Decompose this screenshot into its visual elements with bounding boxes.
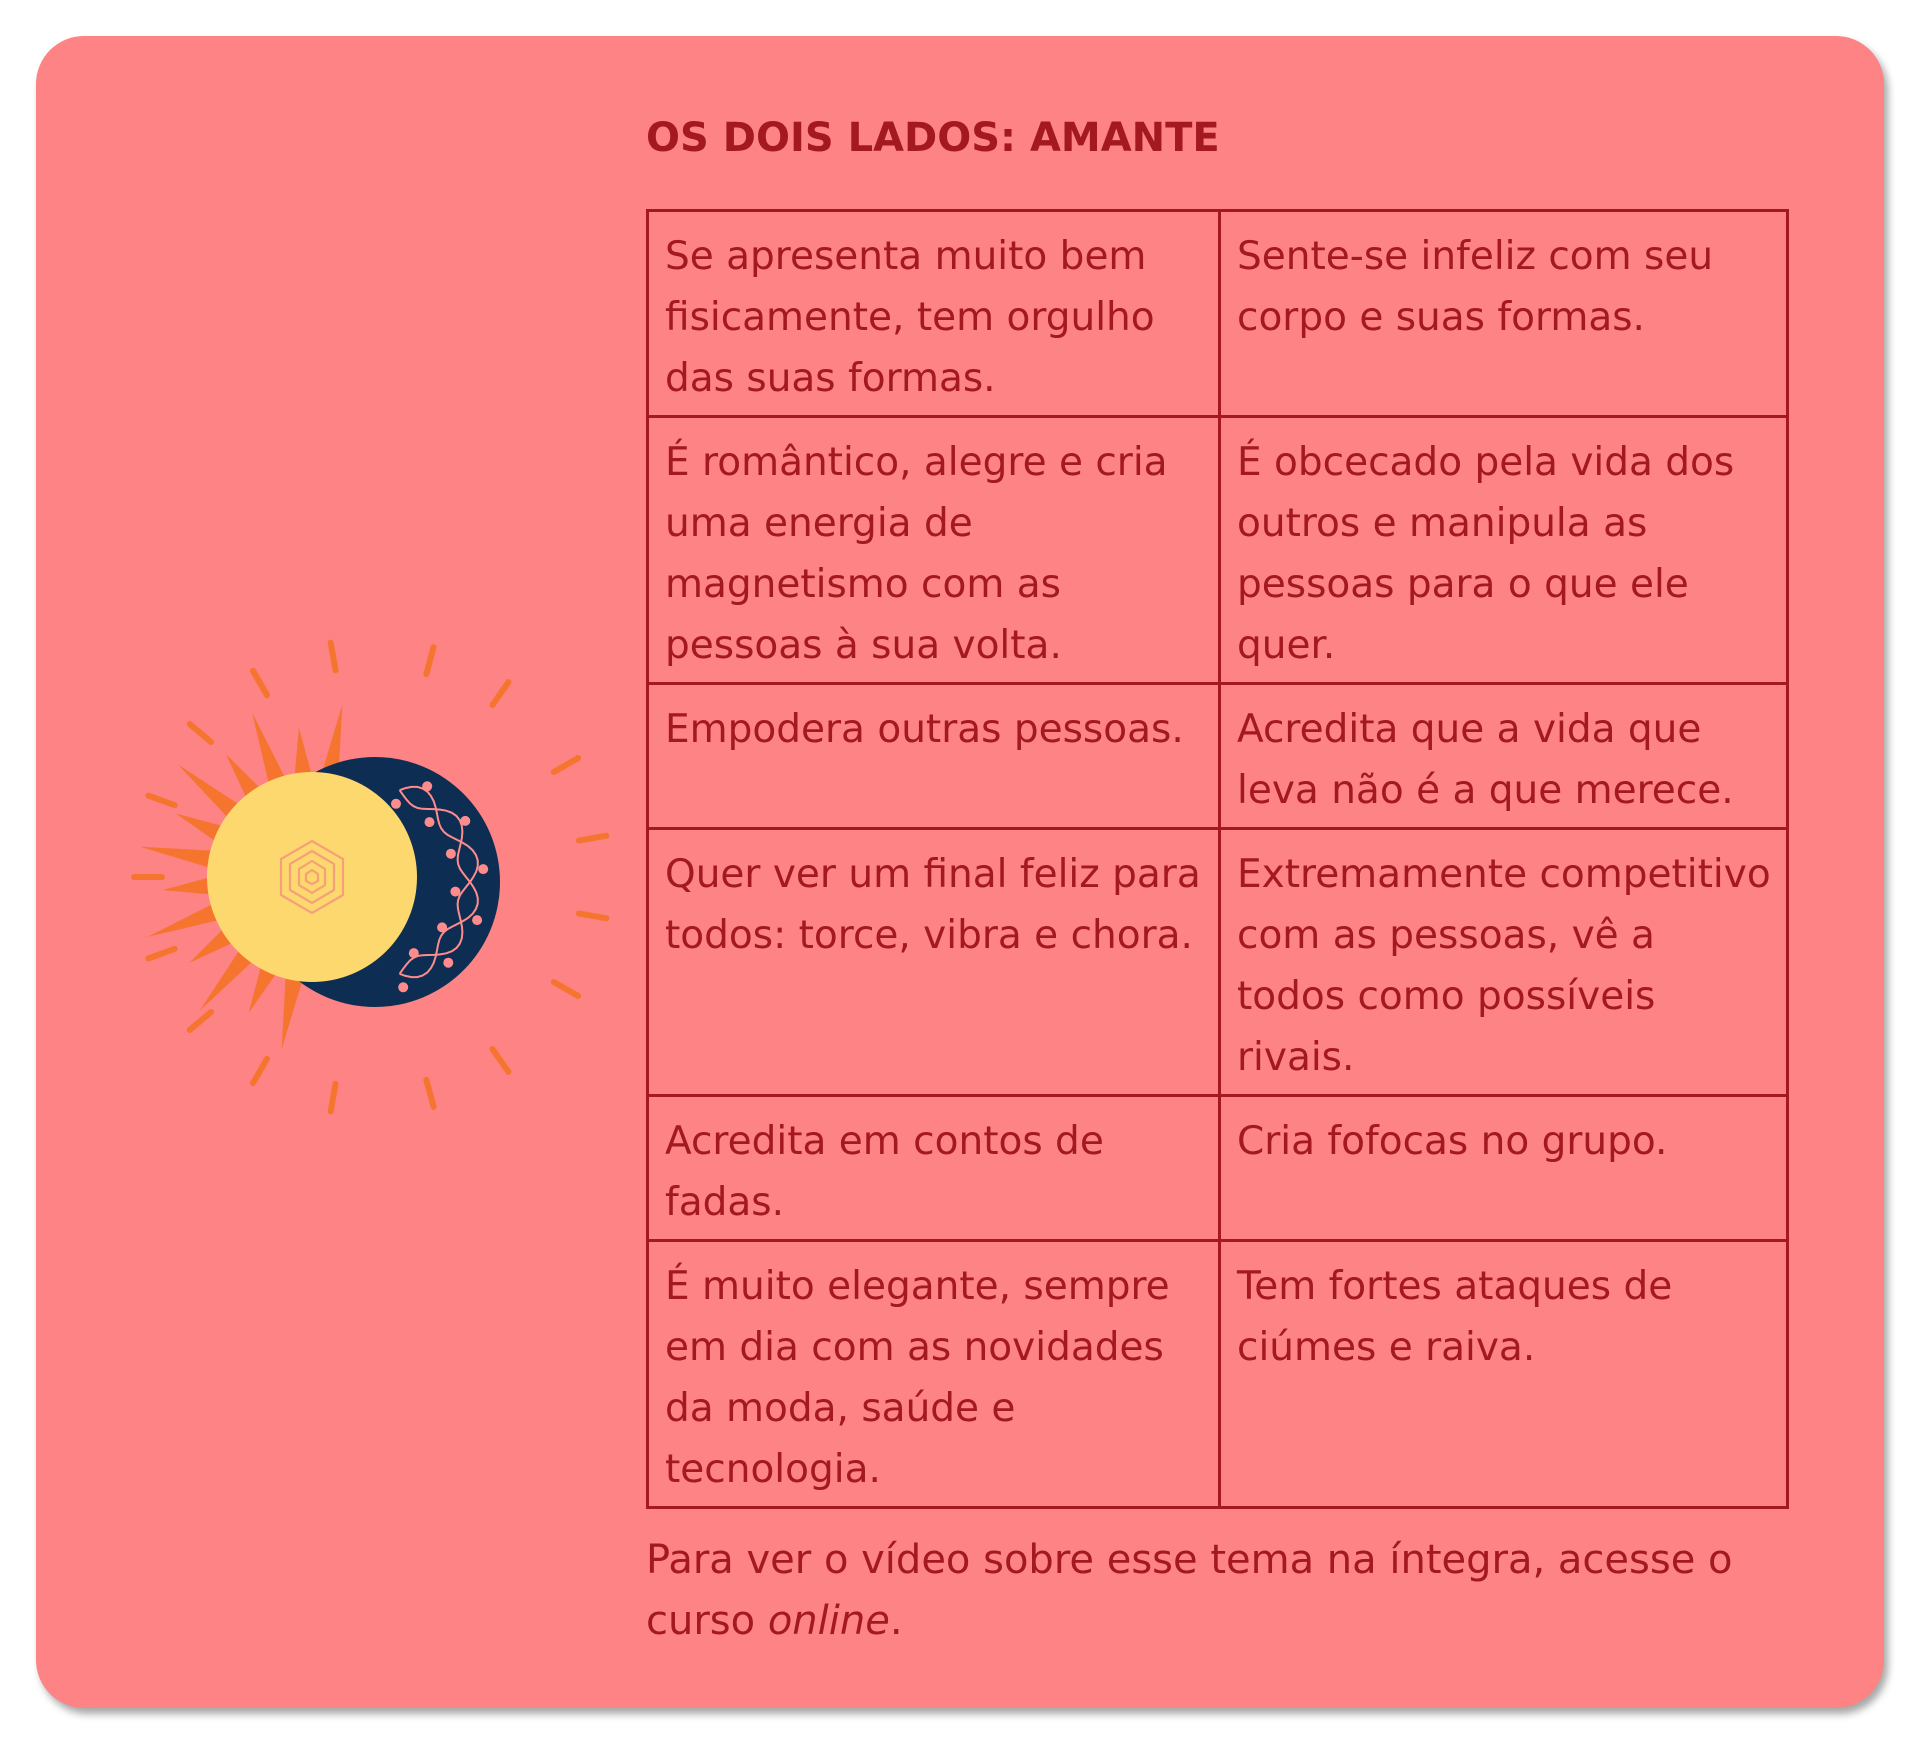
light-side-cell: Acredita em contos de fadas.: [648, 1096, 1220, 1241]
outer-ray: [253, 671, 267, 695]
sun-ray: [282, 974, 304, 1050]
helix-dot: [472, 915, 482, 925]
light-side-cell: Empodera outras pessoas.: [648, 684, 1220, 829]
page-title: OS DOIS LADOS: AMANTE: [646, 115, 1220, 161]
shadow-side-cell: Cria fofocas no grupo.: [1220, 1096, 1788, 1241]
outer-ray: [253, 1059, 267, 1083]
footer-emphasis: online: [767, 1598, 890, 1644]
traits-table: [646, 209, 1789, 1509]
helix-dot: [409, 948, 419, 958]
sun-ray: [148, 903, 222, 937]
table-row: [648, 1096, 1788, 1241]
helix-dot: [437, 922, 447, 932]
light-side-cell: Se apresenta muito bem fisicamente, tem orgulho das suas formas.: [648, 211, 1220, 417]
outer-ray: [492, 682, 508, 705]
outer-ray: [148, 796, 174, 806]
outer-ray: [426, 647, 433, 674]
light-side-cell: Quer ver um final feliz para todos: torce, vibra e chora.: [648, 829, 1220, 1096]
sun-ray: [294, 728, 312, 779]
shadow-side-cell: Tem fortes ataques de ciúmes e raiva.: [1220, 1241, 1788, 1508]
outer-ray: [579, 913, 607, 918]
table-row: [648, 684, 1788, 829]
outer-ray: [148, 949, 174, 959]
footer-period: .: [889, 1598, 903, 1644]
table-row: [648, 211, 1788, 417]
table-row: [648, 829, 1788, 1096]
sun-moon-eclipse-icon: [60, 620, 620, 1120]
helix-dot: [478, 864, 488, 874]
outer-ray: [579, 836, 607, 841]
footer-text: Para ver o vídeo sobre esse tema na íntegra, acesse o curso: [646, 1537, 1733, 1644]
helix-dot: [443, 958, 453, 968]
sun-ray: [252, 713, 286, 787]
outer-ray: [554, 982, 578, 996]
table-row: [648, 417, 1788, 684]
helix-dot: [450, 887, 460, 897]
helix-dot: [398, 982, 408, 992]
helix-dot: [422, 781, 432, 791]
sun-ray: [163, 877, 214, 895]
outer-ray: [331, 1084, 336, 1112]
outer-ray: [426, 1080, 433, 1107]
table-row: [648, 1241, 1788, 1508]
sun-ray: [140, 847, 216, 869]
shadow-side-cell: Sente-se infeliz com seu corpo e suas formas.: [1220, 211, 1788, 417]
light-side-cell: É muito elegante, sempre em dia com as novidades da moda, saúde e tecnologia.: [648, 1241, 1220, 1508]
helix-dot: [425, 817, 435, 827]
helix-dot: [460, 816, 470, 826]
footer-note: [646, 1530, 1846, 1652]
helix-dot: [446, 849, 456, 859]
outer-ray: [554, 758, 578, 772]
outer-ray: [492, 1049, 508, 1072]
outer-ray: [190, 724, 211, 742]
shadow-side-cell: Extremamente competitivo com as pessoas, vê a todos como possíveis rivais.: [1220, 829, 1788, 1096]
light-side-cell: É romântico, alegre e cria uma energia de magnetismo com as pessoas à sua volta.: [648, 417, 1220, 684]
shadow-side-cell: Acredita que a vida que leva não é a que merece.: [1220, 684, 1788, 829]
shadow-side-cell: É obcecado pela vida dos outros e manipula as pessoas para o que ele quer.: [1220, 417, 1788, 684]
sun-circle: [207, 772, 417, 982]
helix-dot: [391, 799, 401, 809]
outer-ray: [331, 643, 336, 671]
outer-ray: [190, 1012, 211, 1030]
